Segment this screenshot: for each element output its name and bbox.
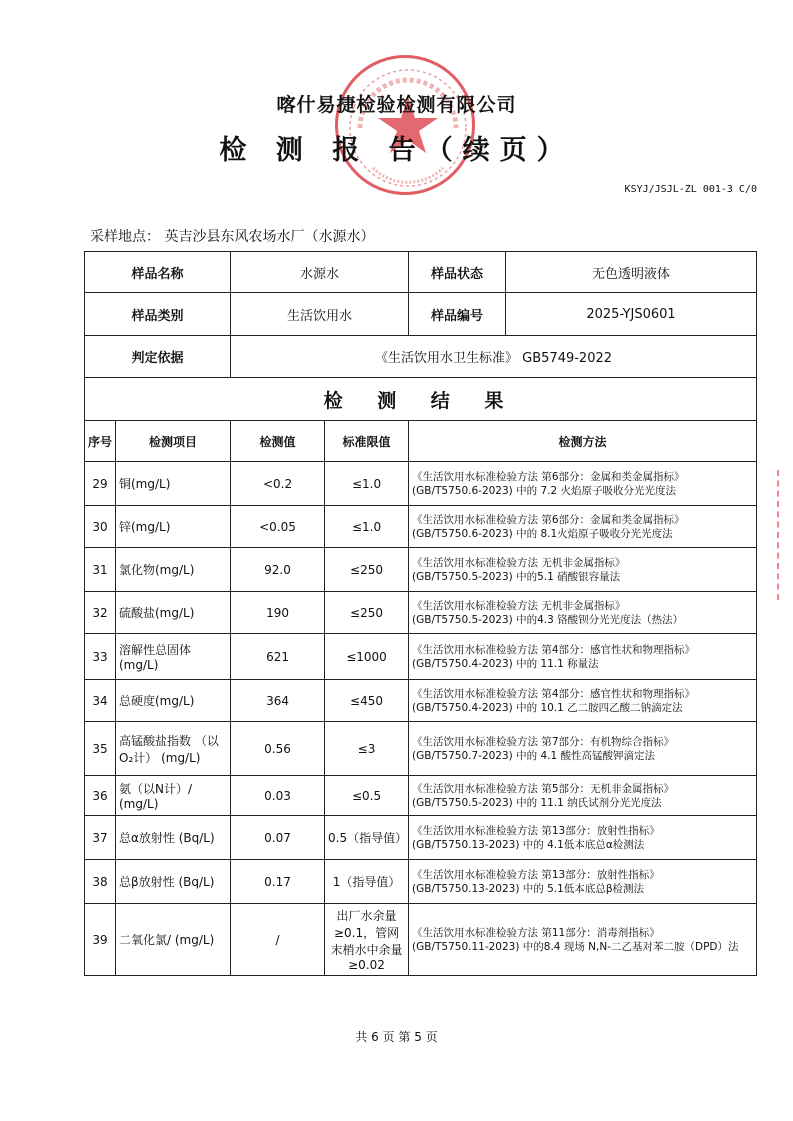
- row-method-line: (GB/T5750.7-2023) 中的 4.1 酸性高锰酸钾滴定法: [412, 749, 655, 762]
- sample-state-label: 样品状态: [409, 252, 506, 293]
- table-row: [85, 506, 757, 548]
- info-row-basis: [85, 336, 757, 378]
- row-method-line: 《生活饮用水标准检验方法 第6部分：金属和类金属指标》: [412, 513, 685, 526]
- sample-name-label: 样品名称: [85, 252, 231, 293]
- row-value: 0.03: [231, 776, 325, 816]
- row-method: [409, 816, 757, 860]
- page-edge-stamp: [777, 470, 793, 600]
- row-method-line: (GB/T5750.6-2023) 中的 8.1火焰原子吸收分光光度法: [412, 527, 673, 540]
- row-method-line: (GB/T5750.4-2023) 中的 11.1 称量法: [412, 657, 599, 670]
- row-method-line: (GB/T5750.5-2023) 中的5.1 硝酸银容量法: [412, 570, 621, 583]
- row-method-line: 《生活饮用水标准检验方法 无机非金属指标》: [412, 556, 626, 569]
- row-no: 29: [85, 462, 116, 506]
- row-method-line: 《生活饮用水标准检验方法 第6部分：金属和类金属指标》: [412, 470, 685, 483]
- row-method-line: 《生活饮用水标准检验方法 第4部分：感官性状和物理指标》: [412, 643, 696, 656]
- row-method-line: (GB/T5750.6-2023) 中的 7.2 火焰原子吸收分光光度法: [412, 484, 676, 497]
- row-value: 190: [231, 592, 325, 634]
- row-method-line: (GB/T5750.13-2023) 中的 4.1低本底总α检测法: [412, 838, 645, 851]
- col-header-value: 检测值: [231, 421, 325, 462]
- report-title: 检 测 报 告（续页）: [219, 135, 574, 166]
- col-header-method: 检测方法: [409, 421, 757, 462]
- row-value: 0.56: [231, 722, 325, 776]
- sample-name-value: 水源水: [231, 252, 409, 293]
- row-method: [409, 634, 757, 680]
- row-method-line: 《生活饮用水标准检验方法 无机非金属指标》: [412, 599, 626, 612]
- row-item: 锌(mg/L): [116, 506, 231, 548]
- row-limit: ≤250: [325, 548, 409, 592]
- row-no: 32: [85, 592, 116, 634]
- table-row: [85, 816, 757, 860]
- table-row: [85, 592, 757, 634]
- row-method: [409, 904, 757, 976]
- table-row: [85, 680, 757, 722]
- row-method: [409, 462, 757, 506]
- row-item: 溶解性总固体 (mg/L): [116, 634, 231, 680]
- table-row: [85, 634, 757, 680]
- row-limit: ≤0.5: [325, 776, 409, 816]
- row-method-line: 《生活饮用水标准检验方法 第7部分：有机物综合指标》: [412, 735, 675, 748]
- sample-state-value: 无色透明液体: [506, 252, 757, 293]
- row-item: 铜(mg/L): [116, 462, 231, 506]
- row-method: [409, 776, 757, 816]
- col-header-item: 检测项目: [116, 421, 231, 462]
- row-method-line: (GB/T5750.13-2023) 中的 5.1低本底总β检测法: [412, 882, 645, 895]
- row-limit: ≤250: [325, 592, 409, 634]
- row-limit: ≤450: [325, 680, 409, 722]
- row-limit: ≤1.0: [325, 462, 409, 506]
- col-header-limit: 标准限值: [325, 421, 409, 462]
- row-no: 31: [85, 548, 116, 592]
- row-item: 高锰酸盐指数 （以O₂计） (mg/L): [116, 722, 231, 776]
- row-no: 34: [85, 680, 116, 722]
- basis-value: 《生活饮用水卫生标准》 GB5749-2022: [231, 336, 757, 378]
- row-value: 364: [231, 680, 325, 722]
- sample-no-label: 样品编号: [409, 293, 506, 336]
- table-row: [85, 548, 757, 592]
- table-row: [85, 462, 757, 506]
- row-method: [409, 722, 757, 776]
- row-method-line: 《生活饮用水标准检验方法 第13部分：放射性指标》: [412, 824, 660, 837]
- row-method: [409, 506, 757, 548]
- row-value: 0.07: [231, 816, 325, 860]
- row-method-line: 《生活饮用水标准检验方法 第4部分：感官性状和物理指标》: [412, 687, 696, 700]
- row-item: 总α放射性 (Bq/L): [116, 816, 231, 860]
- info-row-sample-name: [85, 252, 757, 293]
- results-title-row: [85, 378, 757, 421]
- row-value: <0.2: [231, 462, 325, 506]
- table-row: [85, 722, 757, 776]
- row-value: 621: [231, 634, 325, 680]
- row-method-line: (GB/T5750.5-2023) 中的4.3 铬酸钡分光光度法（热法）: [412, 613, 684, 626]
- row-no: 30: [85, 506, 116, 548]
- row-limit: ≤3: [325, 722, 409, 776]
- sample-category-label: 样品类别: [85, 293, 231, 336]
- row-no: 33: [85, 634, 116, 680]
- row-value: 92.0: [231, 548, 325, 592]
- row-limit: 出厂水余量≥0.1，管网末梢水中余量≥0.02: [325, 904, 409, 976]
- row-limit: ≤1.0: [325, 506, 409, 548]
- row-method-line: 《生活饮用水标准检验方法 第13部分：放射性指标》: [412, 868, 660, 881]
- table-row: [85, 904, 757, 976]
- row-limit: 1（指导值）: [325, 860, 409, 904]
- row-item: 硫酸盐(mg/L): [116, 592, 231, 634]
- sampling-site: 采样地点： 英吉沙县东风农场水厂（水源水）: [90, 229, 375, 245]
- row-method-line: (GB/T5750.5-2023) 中的 11.1 纳氏试剂分光光度法: [412, 796, 662, 809]
- report-table: [84, 251, 757, 976]
- row-item: 氨（以N计）/ (mg/L): [116, 776, 231, 816]
- row-method: [409, 680, 757, 722]
- row-method: [409, 860, 757, 904]
- row-method-line: 《生活饮用水标准检验方法 第11部分：消毒剂指标》: [412, 926, 660, 939]
- sample-no-value: 2025-YJS0601: [506, 293, 757, 336]
- row-item: 氯化物(mg/L): [116, 548, 231, 592]
- row-method-line: (GB/T5750.4-2023) 中的 10.1 乙二胺四乙酸二钠滴定法: [412, 701, 683, 714]
- row-method: [409, 592, 757, 634]
- row-no: 38: [85, 860, 116, 904]
- company-seal: [335, 55, 475, 195]
- row-no: 35: [85, 722, 116, 776]
- row-item: 总β放射性 (Bq/L): [116, 860, 231, 904]
- row-limit: 0.5（指导值）: [325, 816, 409, 860]
- row-method-line: (GB/T5750.11-2023) 中的8.4 现场 N,N-二乙基对苯二胺（DPD）法: [412, 940, 739, 953]
- row-value: /: [231, 904, 325, 976]
- row-method: [409, 548, 757, 592]
- table-row: [85, 776, 757, 816]
- row-value: <0.05: [231, 506, 325, 548]
- row-method-line: 《生活饮用水标准检验方法 第5部分：无机非金属指标》: [412, 782, 675, 795]
- row-limit: ≤1000: [325, 634, 409, 680]
- company-name: 喀什易捷检验检测有限公司: [276, 94, 517, 116]
- document-number: KSYJ/JSJL-ZL 001-3 C/0: [624, 184, 757, 195]
- column-header-row: [85, 421, 757, 462]
- info-row-sample-category: [85, 293, 757, 336]
- sample-category-value: 生活饮用水: [231, 293, 409, 336]
- col-header-no: 序号: [85, 421, 116, 462]
- table-row: [85, 860, 757, 904]
- row-no: 39: [85, 904, 116, 976]
- results-title: 检 测 结 果: [85, 378, 757, 421]
- page-number: 共 6 页 第 5 页: [355, 1030, 438, 1044]
- row-item: 总硬度(mg/L): [116, 680, 231, 722]
- row-no: 36: [85, 776, 116, 816]
- row-no: 37: [85, 816, 116, 860]
- row-item: 二氧化氯/ (mg/L): [116, 904, 231, 976]
- basis-label: 判定依据: [85, 336, 231, 378]
- row-value: 0.17: [231, 860, 325, 904]
